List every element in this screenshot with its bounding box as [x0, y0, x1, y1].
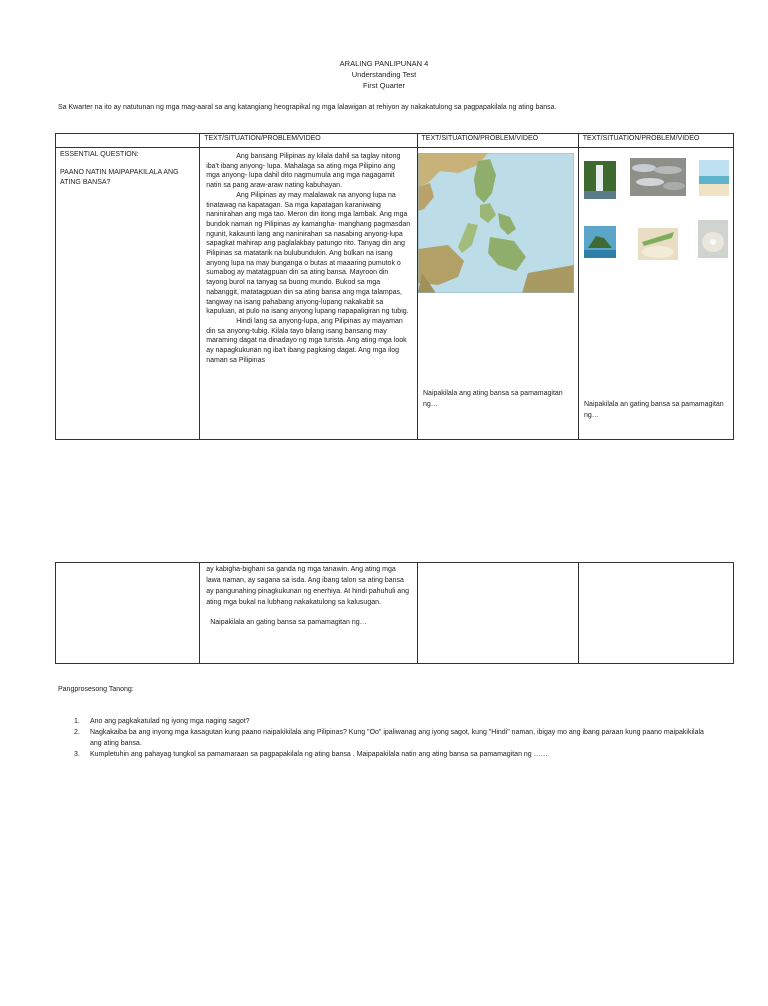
quarter-title: First Quarter	[362, 81, 406, 90]
essential-question-cell	[56, 148, 200, 440]
essential-question-label: ESSENTIAL QUESTION:	[60, 151, 139, 158]
question-item: 1. Ano ang pagkakatulad ng iyong mga naging sagot?	[74, 718, 250, 725]
passage-cell	[200, 148, 417, 440]
col-header-photos: TEXT/SITUATION/PROBLEM/VIDEO	[578, 134, 733, 148]
process-questions-list	[74, 716, 714, 760]
map-caption: Naipakilala ang ating bansa sa pamamagitan ng…	[423, 390, 563, 408]
passage-continued-cell	[200, 563, 417, 664]
subject-title: ARALING PANLIPUNAN 4	[339, 59, 429, 68]
header-empty-cell	[56, 134, 200, 148]
essential-question-text: PAANO NATIN MAIPAPAKILALA ANG ATING BANSA?	[60, 169, 179, 186]
process-questions-title: Pangprosesong Tanong:	[58, 686, 134, 693]
rice-photo	[638, 228, 678, 260]
island-photo	[584, 226, 616, 258]
empty-cell	[417, 563, 578, 664]
shell-photo	[698, 220, 728, 258]
empty-cell	[56, 563, 200, 664]
question-item: 3. Kumpletuhin ang pahayag tungkol sa pamamaraan sa pagpapakilala ng ating bansa . Maipapakilala natin ang ating bansa sa pamamagitan ng ……	[74, 751, 548, 758]
beach-photo	[699, 160, 729, 196]
test-title: Understanding Test	[351, 70, 417, 79]
passage-paragraph: Ang bansang Pilipinas ay kilala dahil sa taglay nitong iba't ibang anyong- lupa. Mahalaga sa ating mga Pilipino ang mga anyong- lupa dahil dito nagmumula ang mga nagagamit natin sa pang araw-araw nating kabuhayan.	[206, 153, 401, 190]
col-header-text: TEXT/SITUATION/PROBLEM/VIDEO	[200, 134, 417, 148]
assessment-table-continued	[55, 562, 734, 664]
passage-paragraph: Ang Pilipinas ay may malalawak na anyong lupa na tinatawag na kapatagan. Sa mga kapatagan karaniwang naninirahan ang mga tao. Meron din itong mga lambak. Ang mga bundok naman ng Pilipinas ay kamangha- manghang pagmasdan ngunit, kakaunti lang ang naninirahan sa nasabing anyong-lupa sapagkat mahirap ang paglalakbay patungo rito. Tanyag din ang Pilipinas sa matatarik na bulubundukin. Ang bulkan na isang anyong lupa na may bunganga o butas at maaaring pumutok o sumabog ay matatagpuan din sa ating bansa. Mayroon din tayong burol na tanyag sa buong mundo. Bukod sa mga nabanggit, matatagpuan din sa ating bansa ang mga talampas, tangway na isang pahabang anyong-lupang nakakabit sa kapuluan, at pulo na isang anyong lupang napapaligiran ng tubig.	[206, 191, 411, 316]
question-item: 2. Nagkakaiba ba ang inyong mga kasagutan kung paano naipakikilala ang Pilipinas? Kung "Oo" ipaliwanag ang iyong sagot, kung "Hindi" naman, ibigay mo ang ibang paraan kung paano maipakikilala ang ating bansa.	[74, 729, 704, 747]
waterfall-photo	[584, 161, 616, 199]
empty-cell	[578, 563, 733, 664]
col-header-map: TEXT/SITUATION/PROBLEM/VIDEO	[417, 134, 578, 148]
passage-caption: Naipakilala an gating bansa sa pamamagitan ng…	[210, 619, 367, 626]
intro-text: Sa Kwarter na ito ay natutunan ng mga mag-aaral sa ang katangiang heograpikal ng mga lalawigan at rehiyon ay nakakatulong sa pagpapakilala ng ating bansa.	[58, 104, 557, 111]
document-header	[0, 58, 768, 91]
photos-caption: Naipakilala an gating bansa sa pamamagitan ng…	[584, 401, 724, 419]
passage-paragraph: Hindi lang sa anyong-lupa, ang Pilipinas ay mayaman din sa anyong-tubig. Kilala tayo bilang isang bansang may maraming dagat na dinadayo ng mga turista. Ang ating mga look ay napagkukunan ng iba't ibang pagkaing dagat. Ang mga ilog naman sa Pilipinas	[206, 317, 407, 364]
seafood-photo	[630, 158, 686, 196]
passage-continued-text: ay kabigha-bighani sa ganda ng mga tanawin. Ang ating mga lawa naman, ay sagana sa isda. Ang ibang talon sa ating bansa ay pangunahing pinagkukunan ng enerhiya. At hindi pahuhuli ang ating mga bukal na lubhang nakakatulong sa kalusugan.	[206, 566, 409, 606]
philippines-map-image	[418, 153, 574, 293]
